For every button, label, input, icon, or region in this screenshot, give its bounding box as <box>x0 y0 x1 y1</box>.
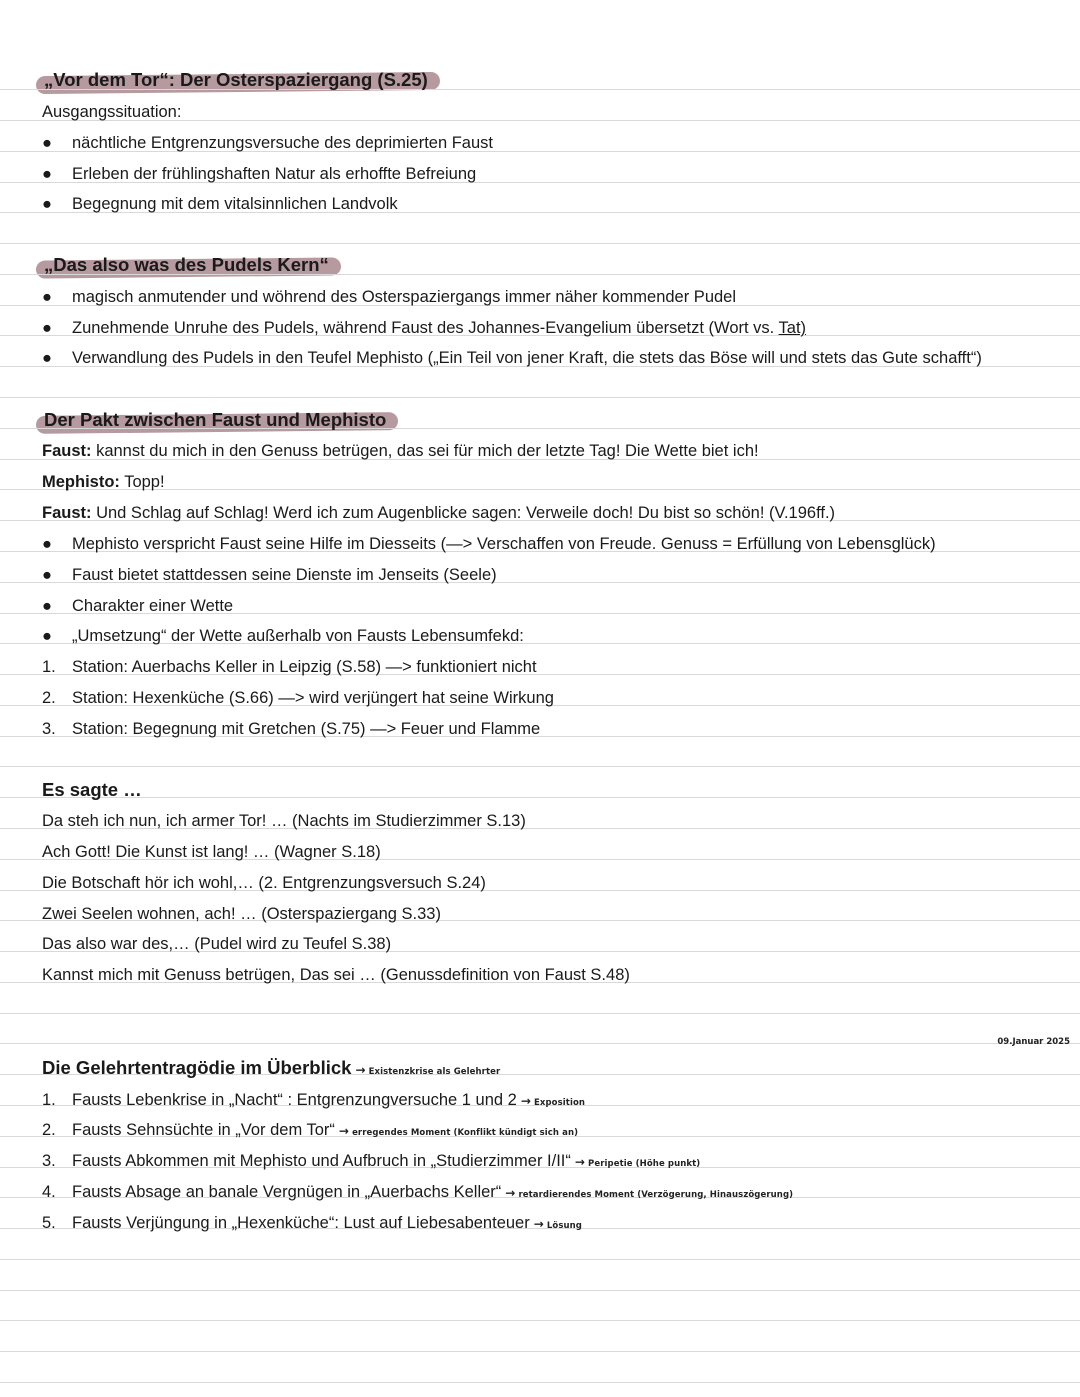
numbered-item: 3. Fausts Abkommen mit Mephisto und Aufbruch in „Studierzimmer I/II“ → Peripetie (Höhe punkt) <box>42 1152 701 1170</box>
speaker: Faust: <box>42 504 92 522</box>
bullet-icon: ● <box>42 597 52 615</box>
section-osterspaziergang-heading <box>42 70 430 90</box>
section-es-sagte-heading: Es sagte … <box>42 779 142 800</box>
speaker: Mephisto: <box>42 473 120 491</box>
handwritten-note: → Existenzkrise als Gelehrter <box>355 1063 501 1077</box>
section-gelehrtentragoedie-heading: Die Gelehrtentragödie im Überblick → Existenzkrise als Gelehrter <box>42 1057 501 1078</box>
numbered-item: 4. Fausts Absage an banale Vergnügen in „Auerbachs Keller“ → retardierendes Moment (Verzögerung, Hinauszögerung) <box>42 1183 794 1201</box>
bullet-icon: ● <box>42 319 52 337</box>
arrow-icon: → <box>520 1094 531 1108</box>
bullet-icon: ● <box>42 349 52 367</box>
heading-text: Der Pakt zwischen Faust und Mephisto <box>44 409 387 430</box>
numbered-item: 1. Station: Auerbachs Keller in Leipzig (S.58) —> funktioniert nicht <box>42 658 537 676</box>
heading-text: „Vor dem Tor“: Der Osterspaziergang (S.25) <box>44 69 428 90</box>
list-item: ● Zunehmende Unruhe des Pudels, während Faust des Johannes-Evangelium übersetzt (Wort vs. Tat) <box>42 319 807 337</box>
list-item: ● „Umsetzung“ der Wette außerhalb von Fausts Lebensumfekd: <box>42 627 524 645</box>
list-item: ● Verwandlung des Pudels in den Teufel Mephisto („Ein Teil von jener Kraft, die stets das Böse will und stets das Gute schafft“) <box>42 349 982 367</box>
underlined-word: Tat) <box>778 319 807 337</box>
numbered-item: 5. Fausts Verjüngung in „Hexenküche“: Lust auf Liebesabenteuer → Lösung <box>42 1214 582 1232</box>
quote-line: Die Botschaft hör ich wohl,… (2. Entgrenzungsversuch S.24) <box>42 874 486 892</box>
arrow-icon: → <box>505 1186 516 1200</box>
arrow-icon: → <box>533 1217 544 1231</box>
arrow-icon: → <box>338 1124 350 1138</box>
handwritten-note: → Peripetie (Höhe punkt) <box>574 1155 701 1169</box>
quote-line: Ach Gott! Die Kunst ist lang! … (Wagner S.18) <box>42 843 381 861</box>
list-item: ● nächtliche Entgrenzungsversuche des deprimierten Faust <box>42 134 493 152</box>
heading-text: „Das also was des Pudels Kern“ <box>44 254 329 275</box>
bullet-icon: ● <box>42 134 52 152</box>
quote-line: Das also war des,… (Pudel wird zu Teufel S.38) <box>42 935 392 953</box>
dialogue-line: Mephisto: Topp! <box>42 473 165 491</box>
arrow-icon: → <box>574 1155 586 1169</box>
list-item: ● Faust bietet stattdessen seine Dienste im Jenseits (Seele) <box>42 566 497 584</box>
numbered-item: 2. Fausts Sehnsüchte in „Vor dem Tor“ → erregendes Moment (Konflikt kündigt sich an) <box>42 1121 579 1139</box>
list-item: ● magisch anmutender und wöhrend des Osterspaziergangs immer näher kommender Pudel <box>42 288 737 306</box>
bullet-icon: ● <box>42 627 52 645</box>
bullet-icon: ● <box>42 566 52 584</box>
section-pakt-heading <box>42 410 388 430</box>
intro-text: Ausgangssituation: <box>42 103 182 121</box>
speaker: Faust: <box>42 442 92 460</box>
date-label: 09.Januar 2025 <box>997 1037 1070 1047</box>
handwritten-note: → erregendes Moment (Konflikt kündigt sich an) <box>338 1124 579 1138</box>
bullet-icon: ● <box>42 195 52 213</box>
list-item: ● Charakter einer Wette <box>42 597 234 615</box>
numbered-item: 1. Fausts Lebenkrise in „Nacht“ : Entgrenzungversuche 1 und 2 → Exposition <box>42 1091 586 1109</box>
quote-line: Zwei Seelen wohnen, ach! … (Osterspaziergang S.33) <box>42 905 441 923</box>
numbered-item: 2. Station: Hexenküche (S.66) —> wird verjüngert hat seine Wirkung <box>42 689 554 707</box>
bullet-icon: ● <box>42 165 52 183</box>
handwritten-note: → retardierendes Moment (Verzögerung, Hinauszögerung) <box>505 1186 794 1200</box>
list-item: ● Begegnung mit dem vitalsinnlichen Landvolk <box>42 195 398 213</box>
quote-line: Kannst mich mit Genuss betrügen, Das sei … (Genussdefinition von Faust S.48) <box>42 966 630 984</box>
bullet-icon: ● <box>42 535 52 553</box>
list-item: ● Erleben der frühlingshaften Natur als erhoffte Befreiung <box>42 165 477 183</box>
dialogue-line: Faust: kannst du mich in den Genuss betrügen, das sei für mich der letzte Tag! Die Wette biet ich! <box>42 442 759 460</box>
quote-line: Da steh ich nun, ich armer Tor! … (Nachts im Studierzimmer S.13) <box>42 812 526 830</box>
handwritten-note: → Exposition <box>520 1094 586 1108</box>
bullet-icon: ● <box>42 288 52 306</box>
list-item: ● Mephisto verspricht Faust seine Hilfe im Diesseits (—> Verschaffen von Freude. Genuss = Erfüllung von Lebensglück) <box>42 535 936 553</box>
arrow-icon: → <box>355 1063 366 1077</box>
section-pudels-kern-heading <box>42 255 331 275</box>
numbered-item: 3. Station: Begegnung mit Gretchen (S.75) —> Feuer und Flamme <box>42 720 541 738</box>
dialogue-line: Faust: Und Schlag auf Schlag! Werd ich zum Augenblicke sagen: Verweile doch! Du bist so schön! (V.196ff.) <box>42 504 836 522</box>
handwritten-note: → Lösung <box>533 1217 582 1231</box>
